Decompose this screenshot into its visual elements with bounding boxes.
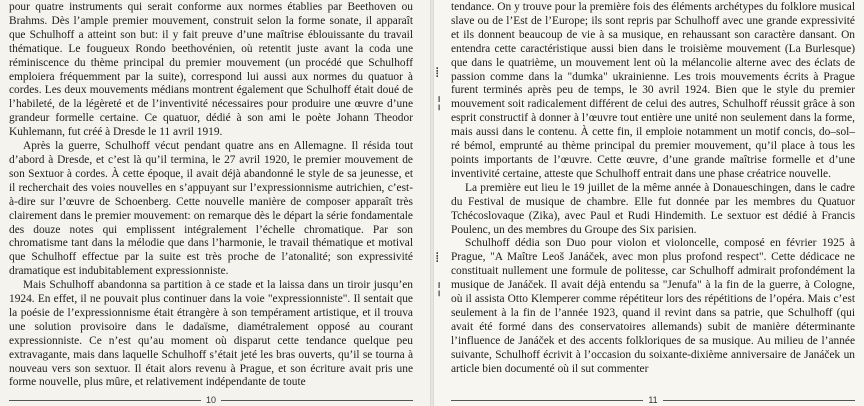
paragraph: La première eut lieu le 19 juillet de la même année à Donaueschingen, dans le cadre du Festival de musique de chambre. Elle fut donnée par les membres du Quatuor Tchécoslovaque (Zika), avec Paul et Rudi Hindemith. Le sextuor est dédié à Francis Poulenc, un des membres du Groupe des Six parisien.	[451, 181, 855, 236]
page-number: 10	[206, 395, 217, 405]
page-footer	[451, 394, 855, 406]
margin-mark: ╎	[435, 282, 444, 298]
footer-rule	[451, 400, 643, 401]
right-text-column	[451, 1, 855, 376]
footer-rule	[221, 400, 413, 401]
footer-rule	[663, 400, 855, 401]
paragraph: Après la guerre, Schulhoff vécut pendant quatre ans en Allemagne. Il résida tout d’abord à Dresde, et c’est là qu’il termina, le 27 avril 1920, le premier mouvement de son Sextuor à cordes. À cette époque, il avait déjà abandonné le style de sa jeunesse, et il recherchait des voies nouvelles en s’appuyant sur l’expressionnisme autrichien, c’est-à-dire sur l’œuvre de Schoenberg. Cette nouvelle manière de composer apparaît très clairement dans le premier mouvement: on remarque dès le départ la série fondamentale des douze notes qui emplissent intégralement l’échelle chromatique. Par son chromatisme tant dans la mélodie que dans l’harmonie, le travail thématique et motival que Schulhoff effectue par la suite est très proche de l’atonalité; son expressivité dramatique est indubitablement expressionniste.	[9, 140, 413, 278]
paragraph: Mais Schulhoff abandonna sa partition à ce stade et la laissa dans un tiroir jusqu’en 1924. En effet, il ne pouvait plus continuer dans la voie "expressionniste". Il sentait que la poésie de l’expressionnisme était étrangère à son tempérament artistique, et il trouva une solution provisoire dans le dadaïsme, diamétralement opposé au courant expressionniste. Ce n’est qu’au moment où disparut cette tendance quelque peu extravagante, mais dans laquelle Schulhoff s’était jeté les bras ouverts, qu’il se tourna à nouveau vers son sextuor. Il était alors revenu à Prague, et son écriture avait pris une forme nouvelle, plus mûre, et relativement indépendante de toute	[9, 279, 413, 389]
margin-mark: ⁞	[435, 250, 440, 266]
footer-rule	[9, 400, 201, 401]
paragraph: pour quatre instruments qui serait conforme aux normes établies par Beethoven ou Brahms. Dès l’ample premier mouvement, construit selon la forme sonate, il apparaît que Schulhoff a atteint son but: il y fait preuve d’une maîtrise éblouissante du travail thématique. Le fougueux Rondo beethovénien, où retentit juste avant la coda une réminiscence du thème principal du premier mouvement (un procédé que Schulhoff emploiera fréquemment par la suite), correspond lui aussi aux normes du quatuor à cordes. Les deux mouvements médians montrent également que Schulhoff était doué de l’habileté, de la légèreté et de l’inventivité nécessaires pour produire une œuvre d’une grandeur formelle certaine. Ce quatuor, dédié à son ami le poète Johann Theodor Kuhlemann, fut créé à Dresde le 11 avril 1919.	[9, 1, 413, 139]
margin-mark: ╎	[435, 96, 444, 112]
right-page	[434, 0, 864, 406]
page-number: 11	[648, 395, 658, 405]
paragraph: Schulhoff dédia son Duo pour violon et violoncelle, composé en février 1925 à Prague, "A Maître Leoš Janáček, avec mon plus profond respect". Cette dédicace ne constituait nullement une formule de politesse, car Schulhoff admirait profondément la musique de Janáček. Il avait déjà entendu sa "Jenufa" à la fin de la guerre, à Cologne, où il assista Otto Klemperer comme répétiteur lors des répétitions de l’opéra. Mais c’est seulement à la fin de l’année 1923, quand il revint dans sa patrie, que Schulhoff (qui avait été formé dans des conservatoires allemands) subit de manière déterminante l’influence de Janáček et des accents folkloriques de sa musique. Au milieu de l’année suivante, Schulhoff écrivit à l’occasion du soixante-dixième anniversaire de Janáček un article bien documenté où il sut commenter	[451, 237, 855, 375]
left-page	[0, 0, 430, 406]
paragraph: tendance. On y trouve pour la première fois des éléments archétypes du folklore musical slave ou de l’Est de l’Europe; ils sont repris par Schulhoff avec une grande expressivité et ils donnent beaucoup de vie à sa musique, en rehaussant son caractère dansant. On entendra cette caractéristique aussi bien dans le troisième mouvement (La Burlesque) que dans le quatrième, un mouvement lent où la mélancolie alterne avec des éclats de passion comme dans la "dumka" ukrainienne. Les trois mouvements écrits à Prague furent terminés après peu de temps, le 30 avril 1924. Bien que le style du premier mouvement soit radicalement différent de celui des autres, Schulhoff réussit grâce à son esprit constructif à donner à l’œuvre tout entière une unité non seulement dans la forme, mais aussi dans le contenu. À cette fin, il emploie notamment un motif concis, do–sol–ré bémol, emprunté au thème principal du premier mouvement, qu’il place à tous les points importants de l’œuvre. Cette œuvre, d’une grande maîtrise formelle et d’une inventivité certaine, atteste que Schulhoff entrait dans une phase créatrice nouvelle.	[451, 1, 855, 180]
margin-mark: ⁞	[435, 65, 440, 81]
page-footer	[9, 394, 413, 406]
left-text-column	[9, 1, 413, 390]
